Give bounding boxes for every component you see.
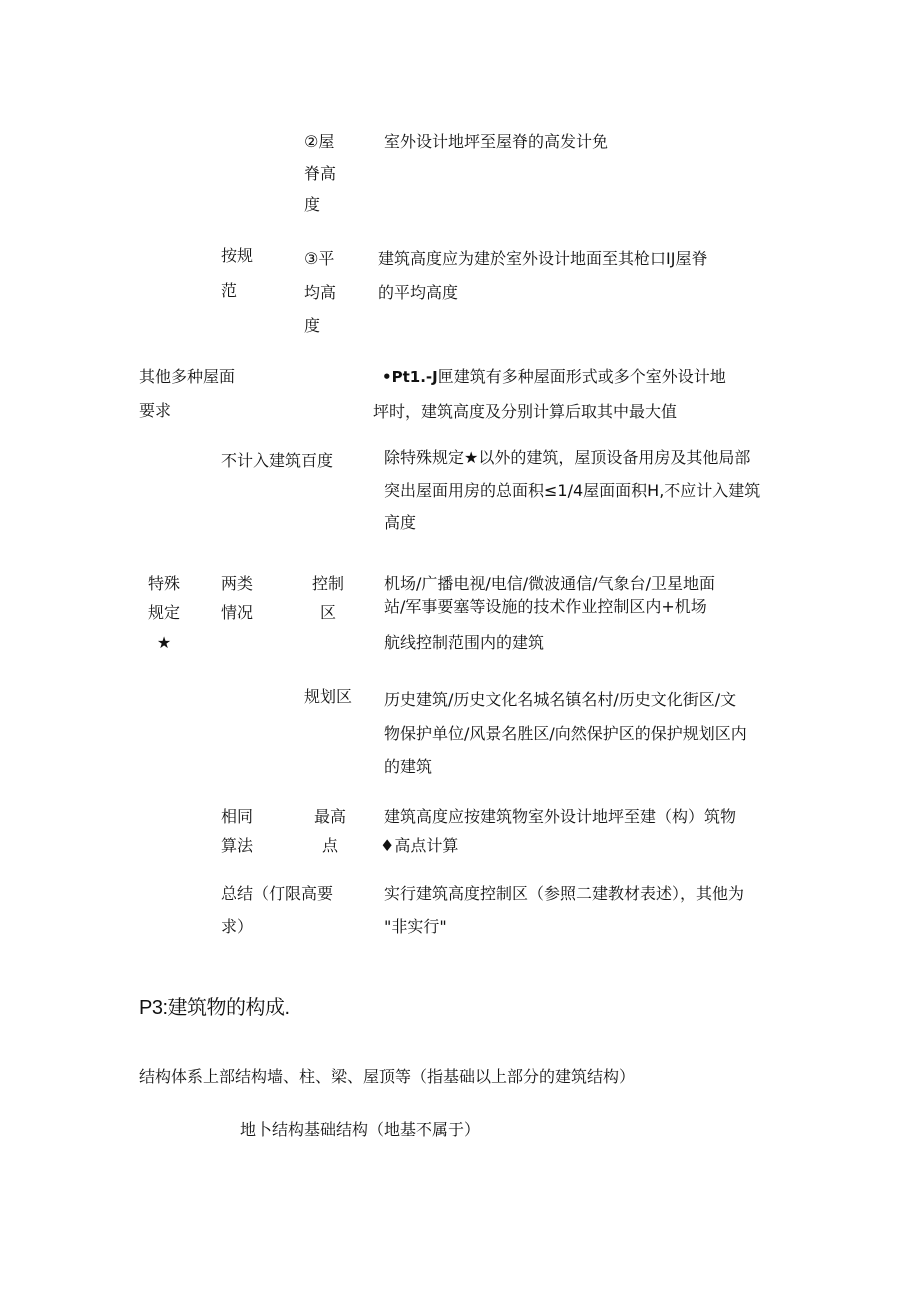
control-zone-desc-line-3: 航线控制范围内的建筑 [384, 633, 545, 652]
not-counted-label: 不计入建筑百度 [221, 451, 334, 470]
planning-zone-desc-line-1: 历史建筑/历史文化名城名镇名村/历史文化街区/文 [384, 690, 737, 709]
multi-roof-desc-text: 匣建筑有多种屋面形式或多个室外设计地 [437, 367, 726, 386]
summary-label-line-1: 总结（仃限高要 [221, 884, 334, 903]
summary-label-line-2: 求） [221, 917, 254, 936]
planning-zone-label: 规划区 [304, 687, 353, 706]
by-spec-label-line-2: 范 [221, 281, 238, 300]
not-counted-desc-line-1: 除特殊规定★以外的建筑，屋顶设备用房及其他局部 [384, 448, 751, 467]
ridge-height-label-line-1: ②屋 [304, 132, 335, 151]
same-method-label-line-1: 相同 [221, 807, 254, 826]
highest-point-desc-line-2: ♦高点计算 [380, 836, 459, 855]
average-height-label-line-2: 均高 [304, 283, 337, 302]
summary-desc-line-2: "非实行" [384, 917, 447, 936]
highest-point-label-line-1: 最高 [313, 807, 346, 826]
multi-roof-desc-line-2: 坪时，建筑高度及分别计算后取其中最大值 [373, 402, 678, 421]
highest-point-label-line-2: 点 [321, 836, 338, 855]
same-method-label-line-2: 算法 [221, 836, 254, 855]
two-types-label-line-2: 情况 [221, 603, 254, 622]
highest-point-desc-line-1: 建筑高度应按建筑物室外设计地坪至建（构）筑物 [384, 807, 737, 826]
by-spec-label-line-1: 按规 [221, 246, 254, 265]
control-zone-label-line-2: 区 [319, 603, 336, 622]
planning-zone-desc-line-2: 物保护单位/风景名胜区/向然保护区的保护规划区内 [384, 724, 747, 743]
multi-roof-label-line-2: 要求 [139, 401, 172, 420]
multi-roof-desc-prefix: •Pt1.-J [382, 368, 438, 386]
not-counted-desc-line-3: 高度 [384, 513, 417, 532]
average-height-desc-line-2: 的平均高度 [378, 283, 459, 302]
average-height-label-line-3: 度 [304, 316, 321, 335]
section-line-1: 结构体系上部结构墙、柱、梁、屋顶等（指基础以上部分的建筑结构） [139, 1067, 636, 1086]
multi-roof-desc-line-1 [382, 369, 726, 385]
summary-desc-line-1: 实行建筑高度控制区（参照二建教材表述），其他为 [384, 884, 745, 903]
not-counted-desc-line-2: 突出屋面用房的总面积≤1/4屋面面积H,不应计入建筑 [384, 481, 761, 500]
average-height-label-line-1: ③平 [304, 249, 335, 268]
ridge-height-label-line-2: 脊高 [304, 164, 337, 183]
ridge-height-label-line-3: 度 [304, 195, 321, 214]
section-line-2: 地卜结构基础结构（地基不属于） [240, 1120, 481, 1139]
average-height-desc-line-1: 建筑高度应为建於室外设计地面至其枪口IJ屋脊 [378, 249, 708, 268]
control-zone-label-line-1: 控制 [311, 574, 344, 593]
planning-zone-desc-line-3: 的建筑 [384, 757, 433, 776]
special-rule-star: ★ [156, 633, 172, 652]
ridge-height-desc: 室外设计地坪至屋脊的高发计免 [384, 132, 609, 151]
special-rule-label-line-2: 规定 [147, 603, 180, 622]
section-heading: P3:建筑物的构成. [139, 997, 290, 1019]
two-types-label-line-1: 两类 [221, 574, 254, 593]
control-zone-desc-line-2: 站/军事要塞等设施的技术作业控制区内+机场 [384, 597, 707, 616]
control-zone-desc-line-1: 机场/广播电视/电信/微波通信/气象台/卫星地面 [384, 574, 715, 593]
special-rule-label-line-1: 特殊 [147, 574, 180, 593]
multi-roof-label-line-1: 其他多种屋面 [139, 367, 236, 386]
